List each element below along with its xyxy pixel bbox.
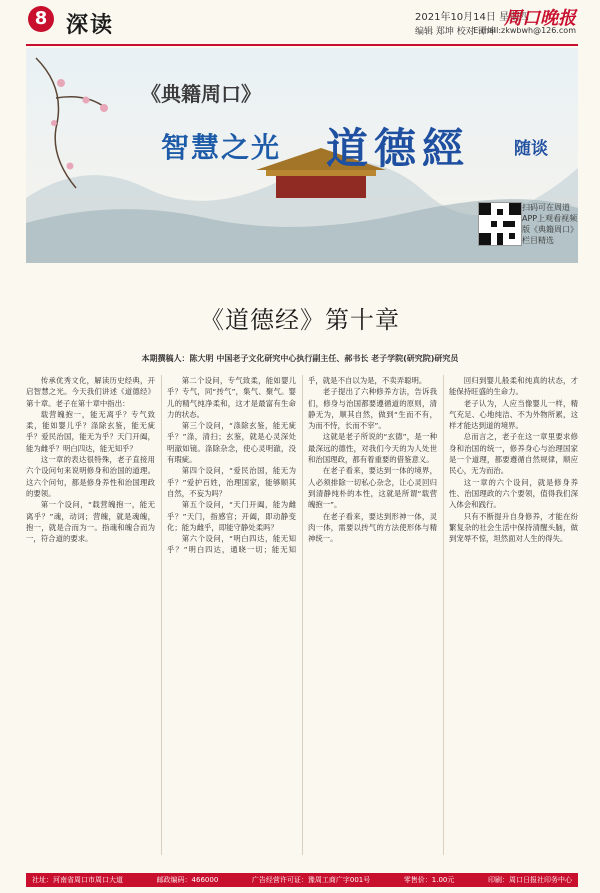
editor-credits: 编辑 郑坤 校对 谭坤 [415, 27, 496, 37]
banner-suffix: 随谈 [514, 139, 548, 159]
paragraph: 老子认为，人应当像婴儿一样，精气充足、心地纯洁、不为外物所累，这样才能达到道的境界。 [449, 398, 578, 431]
footer-postcode: 邮政编码：466000 [156, 876, 219, 884]
paragraph: 这一章的六个设问，就是修身养性、治国理政的六个要领，值得我们深入体会和践行。 [449, 477, 578, 510]
page-footer [26, 873, 578, 887]
paragraph: 老子提出了六种修养方法，告诉我们，修身与治国都要遵循道的原则，清静无为，顺其自然，做到“生而不有，为而不恃，长而不宰”。 [308, 387, 437, 431]
paragraph: 回归到婴儿般柔和纯真的状态，才能保持旺盛的生命力。 [449, 376, 578, 397]
contact-email: E-mail:zkwbwh@126.com [473, 26, 576, 35]
newspaper-logo: 周口晚报 [504, 8, 576, 29]
footer-ad-license: 广告经营许可证：豫周工商广字001号 [251, 876, 371, 884]
paragraph: 这一章的表达很特殊，老子直接用六个设问句来说明修身和治国的道理。这六个问句，都是修身养性和治国理政的要领。 [26, 455, 155, 498]
column-title: 《典籍周口》 [141, 82, 261, 106]
header-rule [26, 44, 578, 46]
paragraph: 第二个设问，专气致柔，能如婴儿乎？专气，同“抟气”，集气、聚气。婴儿的精气纯净柔和，这才是最富有生命力的状态。 [167, 376, 296, 419]
footer-price: 零售价：1.00元 [403, 876, 455, 884]
paragraph: 在老子看来，要达到形神一体，灵肉一体，需要以抟气的方法使形体与精神统一。 [308, 511, 437, 544]
paragraph: 第六个设问，“明白四达，能无知乎？”明白四达，通晓一切；能无知乎，就是不自以为是，不卖弄聪明。 [167, 376, 427, 555]
column-banner [26, 48, 578, 263]
footer-printer: 印刷：周口日报社印务中心 [487, 876, 572, 884]
paragraph: 第一个设问，“载营魄抱一，能无离乎？”魂，动词；营魄，就是魂魄，抱一，就是合而为一。指魂和魄合而为一，符合道的要求。 [26, 500, 155, 544]
banner-subtitle: 智慧之光 [161, 131, 282, 164]
paragraph: 这就是老子所说的“玄德”，是一种最深远的德性，对我们今天的为人处世和治国理政，都有着重要的借鉴意义。 [308, 432, 437, 465]
section-title: 深读 [66, 12, 115, 38]
paragraph: 第四个设问，“爱民治国，能无为乎？”爱护百姓，治理国家，能够顺其自然，不妄为吗？ [167, 466, 296, 498]
article-byline: 本期撰稿人：陈大明 中国老子文化研究中心执行副主任、郝书长 老子学院(研究院)研究员 [141, 354, 459, 363]
footer-address: 社址：河南省周口市周口大道 [32, 876, 123, 884]
paragraph: 第三个设问，“涤除玄鉴，能无疵乎？”涤，清扫；玄鉴，就是心灵深处明澈如镜。涤除杂念，使心灵明澈，没有瑕疵。 [167, 421, 296, 465]
paragraph: 只有不断提升自身修养，才能在纷繁复杂的社会生活中保持清醒头脑，做到宠辱不惊，坦然面对人生的得失。 [449, 511, 578, 544]
paragraph: 第五个设问，“天门开阖，能为雌乎？”天门，指感官；开阖，即动静变化；能为雌乎，即能守静处柔吗？ [167, 500, 296, 532]
article-body [26, 375, 578, 855]
paragraph: 在老子看来，要达到一体的境界，人必须排除一切私心杂念，让心灵回归到清静纯朴的本性，这就是所谓“载营魄抱一”。 [308, 466, 437, 510]
qr-code-icon[interactable] [478, 202, 522, 246]
paragraph: 总而言之，老子在这一章里要求修身和治国的统一，修养身心与治理国家是一个道理，都要遵循自然规律，顺应民心，无为而治。 [449, 432, 578, 476]
scan-instructions: 扫码可在周道APP上观看视频版《典籍周口》栏目精选 [522, 203, 578, 245]
article-title: 《道德经》第十章 [200, 306, 400, 334]
page-number-badge: 8 [28, 6, 54, 32]
paragraph: 传承优秀文化，解读历史经典，开启智慧之光。今天我们讲述《道德经》第十章。老子在第十章中指出： [26, 376, 155, 408]
banner-main-title: 道德經 [326, 124, 471, 173]
issue-date: 2021年10月14日 星期四 [415, 12, 530, 23]
paragraph: 载营魄抱一，能无离乎？专气致柔，能如婴儿乎？涤除玄鉴，能无疵乎？爱民治国，能无为乎？天门开阖，能为雌乎？明白四达，能无知乎？ [26, 409, 155, 453]
